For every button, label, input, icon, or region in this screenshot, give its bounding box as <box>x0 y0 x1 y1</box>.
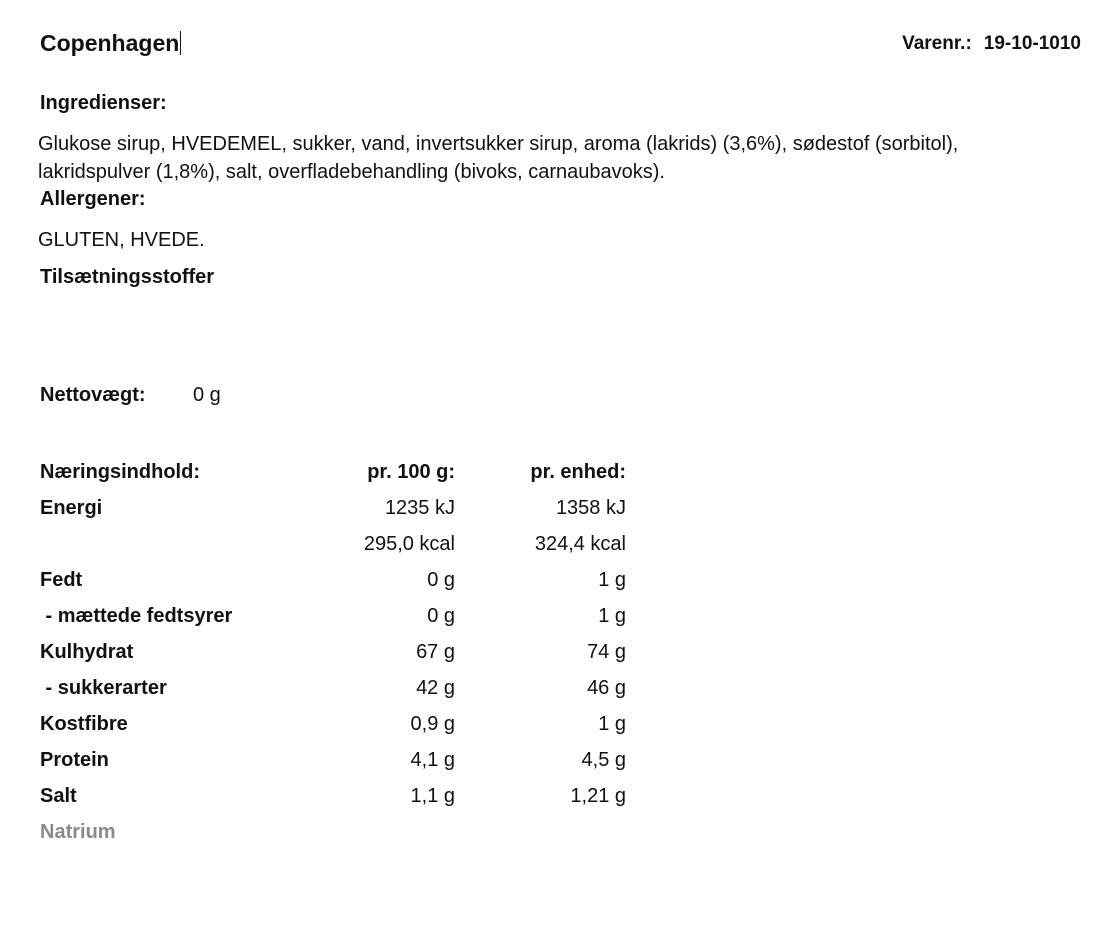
nutrient-perunit: 1358 kJ <box>555 497 626 519</box>
nutrient-name: Energi <box>40 497 103 519</box>
title-text: Copenhagen <box>40 30 180 56</box>
nutrition-row-fibre <box>40 713 640 749</box>
ingredients-heading: Ingredienser: <box>40 92 167 114</box>
nutrient-per100: 0,9 g <box>410 713 455 735</box>
nutrient-name: Protein <box>40 749 109 771</box>
nutrition-row-salt <box>40 785 640 821</box>
nutrient-name: - mættede fedtsyrer <box>40 605 233 627</box>
nutrition-row-energy-kcal <box>40 533 640 569</box>
item-number-label: Varenr.: <box>902 33 972 54</box>
nutrition-row-sugars <box>40 677 640 713</box>
net-weight-value: 0 g <box>193 384 221 406</box>
nutrition-header-perunit: pr. enhed: <box>530 461 626 483</box>
nutrient-perunit: 46 g <box>587 677 626 699</box>
item-number-value: 19-10-1010 <box>983 33 1081 54</box>
nutrient-per100: 67 g <box>416 641 455 663</box>
nutrient-name: - sukkerarter <box>40 677 167 699</box>
nutrient-per100: 1,1 g <box>410 785 455 807</box>
net-weight-label: Nettovægt: <box>40 384 146 406</box>
text-cursor <box>180 31 181 55</box>
nutrition-row-energy <box>40 497 640 533</box>
additives-heading: Tilsætningsstoffer <box>40 266 215 288</box>
nutrient-perunit: 74 g <box>587 641 626 663</box>
nutrient-per100: 295,0 kcal <box>363 533 455 555</box>
nutrient-perunit: 4,5 g <box>581 749 626 771</box>
nutrition-row-fat <box>40 569 640 605</box>
nutrient-per100: 0 g <box>427 605 455 627</box>
nutrition-row-carbohydrate <box>40 641 640 677</box>
nutrient-perunit: 1 g <box>598 569 626 591</box>
nutrition-row-saturated-fat <box>40 605 640 641</box>
document-title[interactable] <box>40 30 181 57</box>
nutrient-per100: 0 g <box>427 569 455 591</box>
nutrient-perunit: 1,21 g <box>570 785 626 807</box>
allergens-heading: Allergener: <box>40 188 146 210</box>
nutrition-row-protein <box>40 749 640 785</box>
nutrition-header-row <box>40 461 640 497</box>
nutrient-name: Fedt <box>40 569 83 591</box>
ingredients-text: Glukose sirup, HVEDEMEL, sukker, vand, invertsukker sirup, aroma (lakrids) (3,6%), sødestof (sorbitol), lakridspulver (1,8%), salt, overfladebehandling (bivoks, carnaubavoks). <box>38 133 959 183</box>
nutrient-name: Salt <box>40 785 77 807</box>
nutrient-perunit: 1 g <box>598 605 626 627</box>
nutrition-header-per100: pr. 100 g: <box>367 461 455 483</box>
nutrient-name: Kulhydrat <box>40 641 134 663</box>
nutrition-row-sodium <box>40 821 640 857</box>
nutrition-header-name: Næringsindhold: <box>40 461 200 483</box>
nutrient-perunit: 324,4 kcal <box>534 533 626 555</box>
nutrient-perunit: 1 g <box>598 713 626 735</box>
allergens-text: GLUTEN, HVEDE. <box>38 229 205 251</box>
nutrient-per100: 4,1 g <box>410 749 455 771</box>
nutrient-name: Kostfibre <box>40 713 128 735</box>
item-number <box>902 33 1081 55</box>
nutrient-per100: 42 g <box>416 677 455 699</box>
nutrient-name: Natrium <box>40 821 116 843</box>
nutrient-per100: 1235 kJ <box>384 497 455 519</box>
